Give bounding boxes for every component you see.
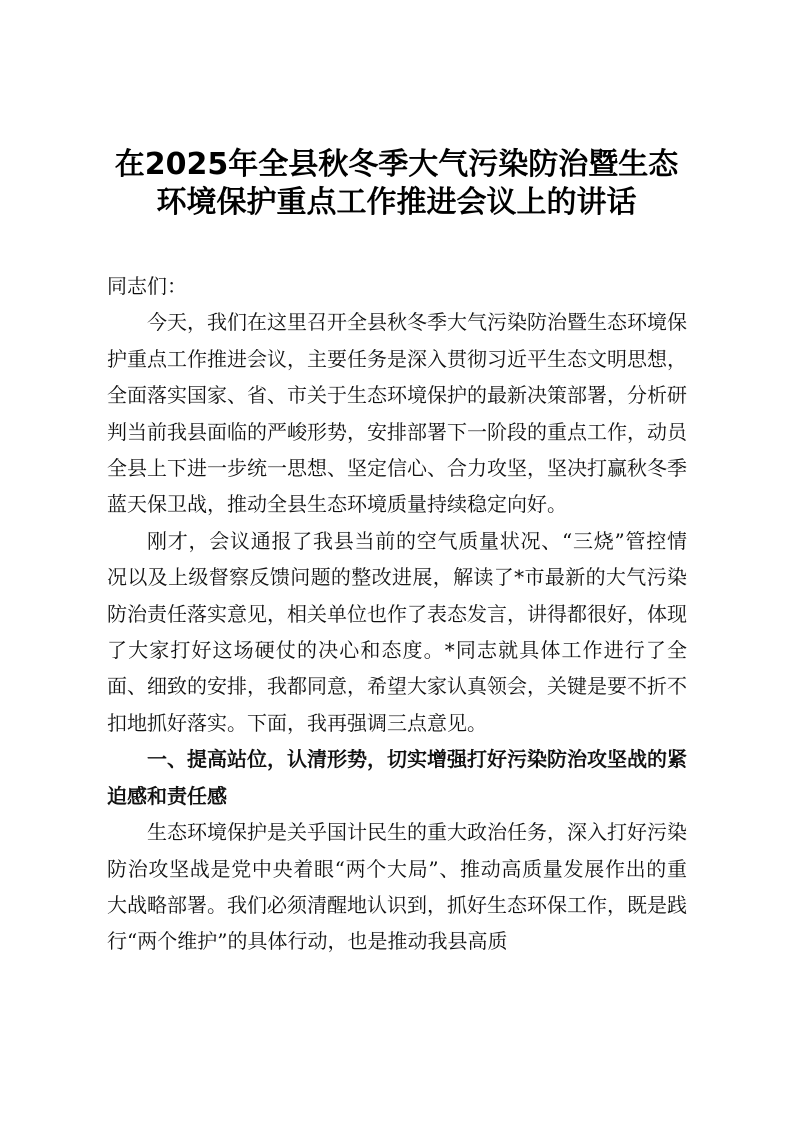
salutation: 同志们： [107, 274, 187, 298]
section-heading: 一、提高站位，认清形势，切实增强打好污染防治攻坚战的紧迫感和责任感 [107, 747, 687, 808]
document-title: 在2025年全县秋冬季大气污染防治暨生态环境保护重点工作推进会议上的讲话 [114, 147, 679, 220]
body-paragraph-opening: 今天，我们在这里召开全县秋冬季大气污染防治暨生态环境保护重点工作推进会议，主要任务是深入贯彻习近平生态文明思想，全面落实国家、省、市关于生态环境保护的最新决策部署，分析研判当前我县面临的严峻形势，安排部署下一阶段的重点工作，动员全县上下进一步统一思想、坚定信心、合力攻坚，坚决打赢秋冬季蓝天保卫战，推动全县生态环境质量持续稳定向好。 [107, 310, 687, 517]
body-paragraph-section-one: 生态环境保护是关乎国计民生的重大政治任务，深入打好污染防治攻坚战是党中央着眼“两个大局”、推动高质量发展作出的重大战略部署。我们必须清醒地认识到，抓好生态环保工作，既是践行“两个维护”的具体行动，也是推动我县高质 [107, 820, 687, 954]
body-paragraph-review: 刚才，会议通报了我县当前的空气质量状况、“三烧”管控情况以及上级督察反馈问题的整改进展，解读了*市最新的大气污染防治责任落实意见，相关单位也作了表态发言，讲得都很好，体现了大家打好这场硬仗的决心和态度。*同志就具体工作进行了全面、细致的安排，我都同意，希望大家认真领会，关键是要不折不扣地抓好落实。下面，我再强调三点意见。 [107, 528, 687, 735]
document-body [107, 268, 687, 960]
